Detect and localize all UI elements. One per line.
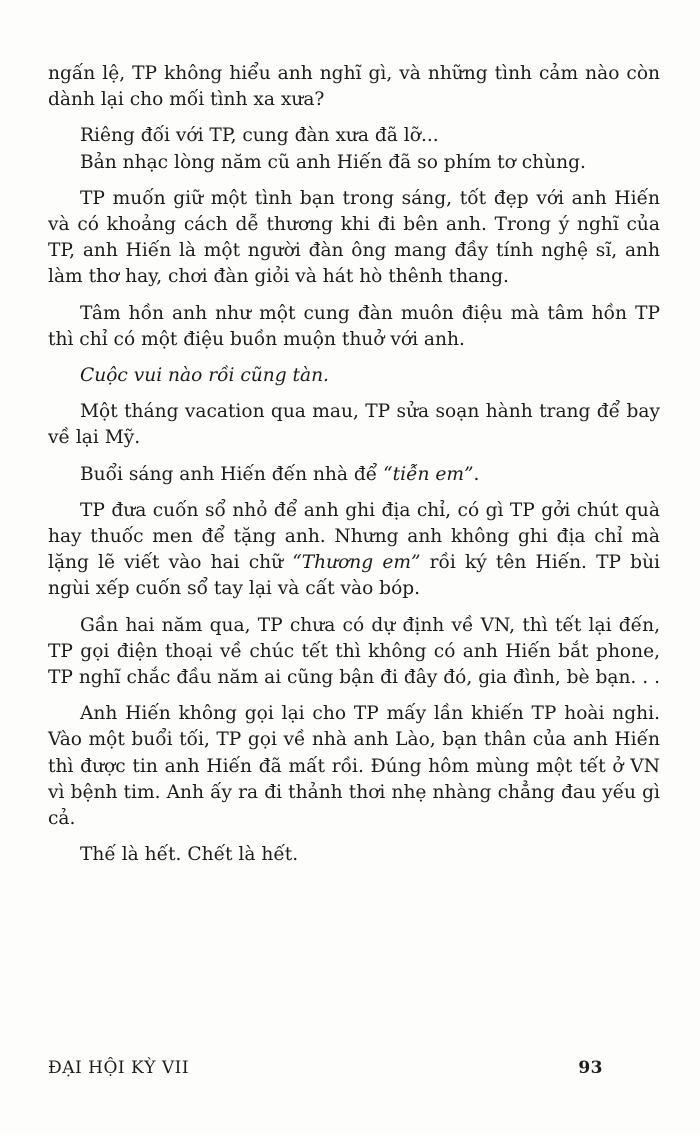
quoted-phrase: “tiễn em”: [383, 463, 474, 485]
paragraph: [48, 123, 660, 175]
paragraph-text-after: .: [473, 463, 480, 485]
paragraph: [48, 301, 660, 353]
paragraph-line: Riêng đối với TP, cung đàn xưa đã lỡ...: [80, 125, 439, 147]
paragraph-text: TP muốn giữ một tình bạn trong sáng, tốt đẹp với anh Hiến và có khoảng cách dễ thương khi đi bên anh. Trong ý nghĩ của TP, anh Hiến là một người đàn ông mang đầy tính nghệ sĩ, anh làm thơ hay, chơi đàn giỏi và hát hò thênh thang.: [48, 187, 660, 288]
quoted-phrase: “Thương em”: [292, 552, 421, 574]
paragraph: [48, 462, 660, 488]
running-footer-title: ĐẠI HỘI KỲ VII: [48, 1058, 190, 1078]
paragraph-text: Một tháng vacation qua mau, TP sửa soạn hành trang để bay về lại Mỹ.: [48, 401, 660, 449]
paragraph: [48, 498, 660, 603]
paragraph: [48, 701, 660, 832]
paragraph: [48, 399, 660, 451]
paragraph: [48, 61, 660, 113]
paragraph-text: Tâm hồn anh như một cung đàn muôn điệu mà tâm hồn TP thì chỉ có một điệu buồn muộn thuở với anh.: [48, 302, 660, 350]
paragraph-text-before: Buổi sáng anh Hiến đến nhà để: [80, 463, 384, 485]
paragraph: [48, 613, 660, 692]
paragraph-line: Bản nhạc lòng năm cũ anh Hiến đã so phím tơ chùng.: [80, 151, 586, 173]
paragraph-text-before: TP đưa cuốn sổ nhỏ để anh ghi địa chỉ, có gì TP gởi chút quà hay thuốc men để tặng anh. Nhưng anh không ghi địa chỉ mà lặng lẽ viết vào hai chữ: [48, 499, 660, 574]
page-footer: [48, 1058, 603, 1078]
page-number: 93: [578, 1058, 603, 1078]
paragraph-text: Gần hai năm qua, TP chưa có dự định về VN, thì tết lại đến, TP gọi điện thoại về chúc tết thì không có anh Hiến bắt phone, TP nghĩ chắc đầu năm ai cũng bận đi đây đó, gia đình, bè bạn. . .: [48, 614, 660, 689]
paragraph: [48, 842, 660, 868]
page-body: [48, 61, 660, 878]
paragraph: [48, 186, 660, 291]
paragraph-text-after: rồi ký tên Hiến. TP bùi ngùi xếp cuốn sổ tay lại và cất vào bóp.: [48, 552, 660, 600]
paragraph-text: Thế là hết. Chết là hết.: [80, 844, 299, 866]
paragraph: [48, 363, 660, 389]
paragraph-text: Anh Hiến không gọi lại cho TP mấy lần khiến TP hoài nghi. Vào một buổi tối, TP gọi về nhà anh Lào, bạn thân của anh Hiến thì được tin anh Hiến đã mất rồi. Đúng hôm mùng một tết ở VN vì bệnh tim. Anh ấy ra đi thảnh thơi nhẹ nhàng chẳng đau yếu gì cả.: [48, 703, 660, 830]
paragraph-text: ngấn lệ, TP không hiểu anh nghĩ gì, và những tình cảm nào còn dành lại cho mối tình xa xưa?: [48, 63, 660, 111]
italic-paragraph-text: Cuộc vui nào rồi cũng tàn.: [80, 365, 329, 387]
